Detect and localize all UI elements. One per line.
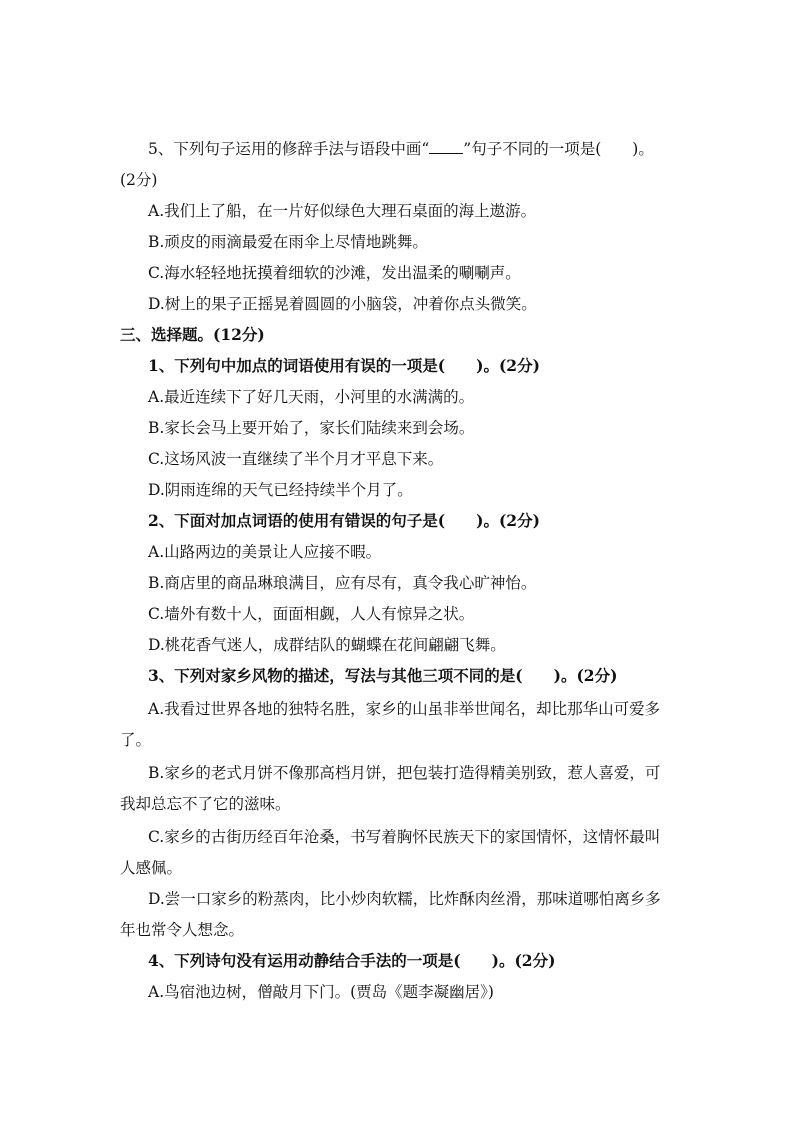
q3-option-c-line1: C.家乡的古街历经百年沧桑，书写着胸怀民族天下的家国情怀，这情怀最叫 — [148, 828, 661, 846]
q4-option-a: A.鸟宿池边树，僧敲月下门。(贾岛《题李凝幽居》) — [148, 983, 494, 1001]
q3-option-d-line2: 年也常令人想念。 — [120, 921, 245, 939]
q5-stem-text-b: ”句子不同的一项是( )。 — [463, 140, 654, 158]
q3-option-a-line2: 了。 — [120, 731, 152, 749]
q5-option-a: A.我们上了船，在一片好似绿色大理石桌面的海上遨游。 — [148, 202, 537, 220]
q4-stem: 4、下列诗句没有运用动静结合手法的一项是( )。(2分) — [148, 951, 556, 970]
q2-option-d: D.桃花香气迷人，成群结队的蝴蝶在花间翩翩飞舞。 — [148, 636, 506, 654]
q3-option-b-line1: B.家乡的老式月饼不像那高档月饼，把包装打造得精美别致，惹人喜爱，可 — [148, 764, 661, 782]
q5-option-d: D.树上的果子正摇晃着圆圆的小脑袋，冲着你点头微笑。 — [148, 295, 537, 313]
q2-option-a: A.山路两边的美景让人应接不暇。 — [148, 543, 382, 561]
q1-option-b: B.家长会马上要开始了，家长们陆续来到会场。 — [148, 419, 475, 437]
q5-option-c: C.海水轻轻地抚摸着细软的沙滩，发出温柔的唰唰声。 — [148, 264, 521, 282]
q1-option-d: D.阴雨连绵的天气已经持续半个月了。 — [148, 481, 413, 499]
q5-stem-text-a: 5、下列句子运用的修辞手法与语段中画“ — [148, 140, 430, 158]
q1-option-a: A.最近连续下了好几天雨，小河里的水满满的。 — [148, 388, 475, 406]
q2-option-c: C.墙外有数十人，面面相觑，人人有惊异之状。 — [148, 605, 475, 623]
q3-option-c-line2: 人感佩。 — [120, 859, 183, 877]
q2-option-b: B.商店里的商品琳琅满目，应有尽有，真令我心旷神怡。 — [148, 574, 537, 592]
underline-blank — [429, 140, 463, 154]
q1-stem: 1、下列句中加点的词语使用有误的一项是( )。(2分) — [148, 356, 540, 375]
section-heading: 三、选择题。(12分) — [120, 325, 265, 344]
q3-option-d-line1: D.尝一口家乡的粉蒸肉，比小炒肉软糯，比炸酥肉丝滑，那味道哪怕离乡多 — [148, 890, 661, 908]
q3-option-b-line2: 我却总忘不了它的滋味。 — [120, 795, 291, 813]
q3-stem: 3、下列对家乡风物的描述，写法与其他三项不同的是( )。(2分) — [148, 666, 618, 685]
q5-option-b: B.顽皮的雨滴最爱在雨伞上尽情地跳舞。 — [148, 233, 428, 251]
q2-stem: 2、下面对加点词语的使用有错误的句子是( )。(2分) — [148, 511, 540, 530]
q5-stem-line1 — [148, 139, 708, 159]
q5-stem-line2: (2分) — [120, 171, 158, 189]
q3-option-a-line1: A.我看过世界各地的独特名胜，家乡的山虽非举世闻名，却比那华山可爱多 — [148, 700, 661, 718]
q1-option-c: C.这场风波一直继续了半个月才平息下来。 — [148, 450, 444, 468]
